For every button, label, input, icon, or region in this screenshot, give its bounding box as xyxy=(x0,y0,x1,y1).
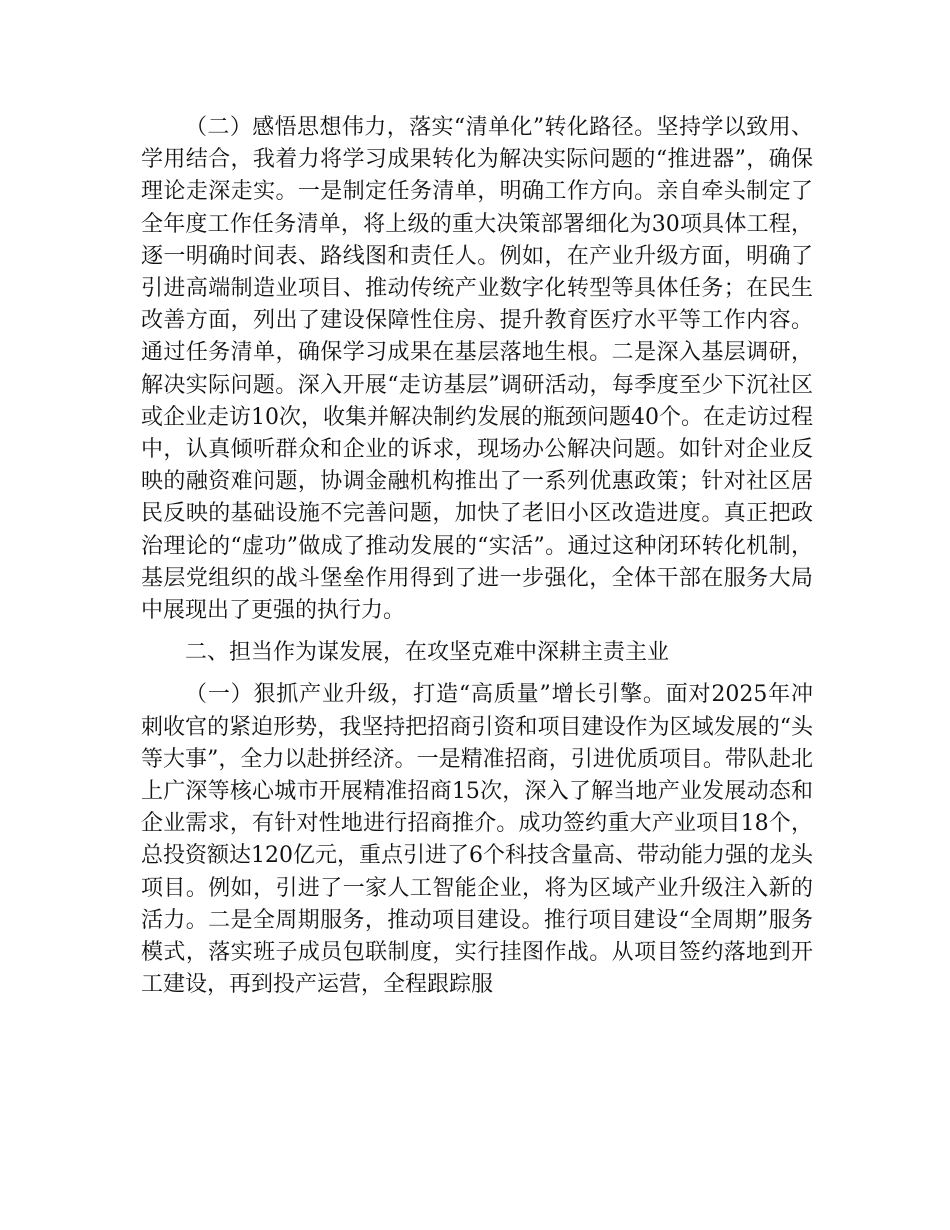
document-body xyxy=(141,112,813,1001)
section-heading: 二、担当作为谋发展，在攻坚克难中深耕主责主业 xyxy=(185,640,670,666)
paragraph: （一）狠抓产业升级，打造“高质量”增长引擎。面对2025年冲刺收官的紧迫形势，我坚持把招商引资和项目建设作为区域发展的“头等大事”，全力以赴拼经济。一是精准招商，引进优质项目。带队赴北上广深等核心城市开展精准招商15次，深入了解当地产业发展动态和企业需求，有针对性地进行招商推介。成功签约重大产业项目18个，总投资额达120亿元，重点引进了6个科技含量高、带动能力强的龙头项目。例如，引进了一家人工智能企业，将为区域产业升级注入新的活力。二是全周期服务，推动项目建设。推行项目建设“全周期”服务模式，落实班子成员包联制度，实行挂图作战。从项目签约落地到开工建设，再到投产运营，全程跟踪服 xyxy=(141,682,813,998)
paragraph: （二）感悟思想伟力，落实“清单化”转化路径。坚持学以致用、学用结合，我着力将学习成果转化为解决实际问题的“推进器”，确保理论走深走实。一是制定任务清单，明确工作方向。亲自牵头制定了全年度工作任务清单，将上级的重大决策部署细化为30项具体工程，逐一明确时间表、路线图和责任人。例如，在产业升级方面，明确了引进高端制造业项目、推动传统产业数字化转型等具体任务；在民生改善方面，列出了建设保障性住房、提升教育医疗水平等工作内容。通过任务清单，确保学习成果在基层落地生根。二是深入基层调研，解决实际问题。深入开展“走访基层”调研活动，每季度至少下沉社区或企业走访10次，收集并解决制约发展的瓶颈问题40个。在走访过程中，认真倾听群众和企业的诉求，现场办公解决问题。如针对企业反映的融资难问题，协调金融机构推出了一系列优惠政策；针对社区居民反映的基础设施不完善问题，加快了老旧小区改造进度。真正把政治理论的“虚功”做成了推动发展的“实活”。通过这种闭环转化机制，基层党组织的战斗堡垒作用得到了进一步强化，全体干部在服务大局中展现出了更强的执行力。 xyxy=(141,115,813,624)
